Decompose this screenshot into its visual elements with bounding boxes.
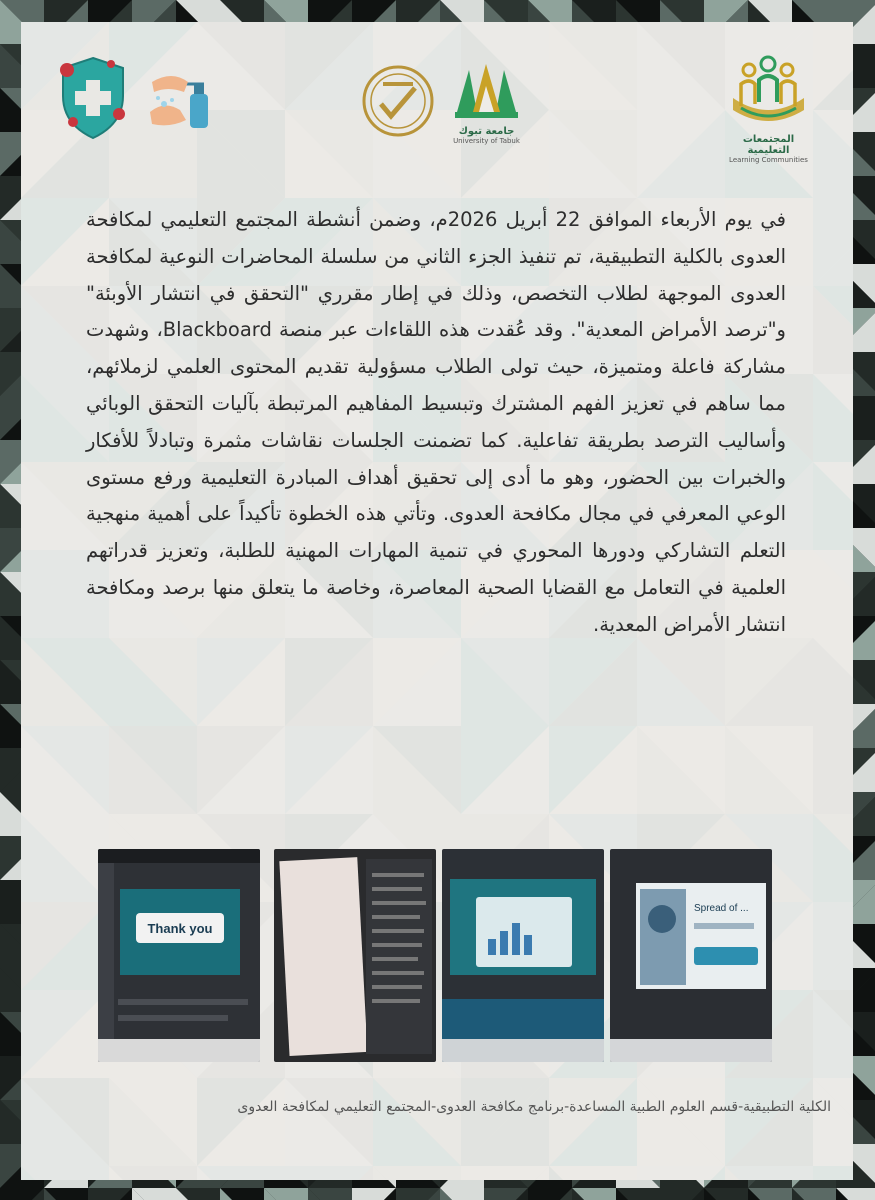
university-caption-ar: جامعة تبوك xyxy=(458,126,515,137)
screenshot-photo-3 xyxy=(442,849,604,1062)
accreditation-seal-logo xyxy=(361,64,436,139)
virus-shield-logo xyxy=(53,52,133,147)
screenshot-photo-2 xyxy=(274,849,436,1062)
screenshot-photo-1 xyxy=(98,849,260,1062)
university-emblem-icon xyxy=(449,62,524,122)
university-logo xyxy=(449,62,524,152)
announcement-card xyxy=(21,22,853,1180)
learning-communities-icon xyxy=(721,50,816,130)
session-photo-thank-you xyxy=(98,849,260,1062)
screenshot-photo-4 xyxy=(610,849,772,1062)
learning-communities-caption-ar: المجتمعات التعليمية xyxy=(742,134,795,156)
shield-virus-icon xyxy=(53,52,133,147)
learning-communities-caption-en: Learning Communities xyxy=(729,156,808,164)
hand-washing-logo xyxy=(146,64,216,139)
seal-icon xyxy=(361,64,436,139)
spread-slide-text: Spread of ... xyxy=(694,903,749,914)
session-photo-participants xyxy=(274,849,436,1062)
university-caption-en: University of Tabuk xyxy=(453,137,520,145)
article-body: في يوم الأربعاء الموافق 22 أبريل 2026م، وضمن أنشطة المجتمع التعليمي لمكافحة العدوى بالكلية التطبيقية، تم تنفيذ الجزء الثاني من سلسلة المحاضرات النوعية لمكافحة العدوى الموجهة لطلاب التخصص، وذلك في إطار مقرري "التحقق في انتشار الأوبئة" و"ترصد الأمراض المعدية". وقد عُقدت هذه اللقاءات عبر منصة Blackboard، وشهدت مشاركة فاعلة ومتميزة، حيث تولى الطلاب مسؤولية تقديم المحتوى العلمي لزملائهم، مما ساهم في تعزيز الفهم المشترك وتبسيط المفاهيم المرتبطة بآليات التحقق الوبائي وأساليب الترصد بطريقة تفاعلية. كما تضمنت الجلسات نقاشات مثمرة وتبادلاً للأفكار والخبرات بين الحضور، وهو ما أدى إلى تحقيق أهداف المبادرة التعليمية ورفع مستوى الوعي المعرفي في مجال مكافحة العدوى. وتأتي هذه الخطوة تأكيداً على أهمية منهجية التعلم التشاركي ودورها المحوري في تنمية المهارات المهنية للطلبة، وتعزيز قدراتهم العلمية في التعامل مع القضايا الصحية المعاصرة، وخاصة ما يتعلق منها برصد ومكافحة انتشار الأمراض المعدية. xyxy=(86,208,786,636)
learning-communities-logo xyxy=(721,50,816,164)
session-photo-chart-slide xyxy=(442,849,604,1062)
hand-wash-icon xyxy=(146,64,216,139)
thank-you-slide-text: Thank you xyxy=(147,921,213,936)
session-photo-spread-slide xyxy=(610,849,772,1062)
footer-credits: الكلية التطبيقية-قسم العلوم الطبية المساعدة-برنامج مكافحة العدوى-المجتمع التعليمي لمكافحة العدوى xyxy=(237,1099,831,1115)
